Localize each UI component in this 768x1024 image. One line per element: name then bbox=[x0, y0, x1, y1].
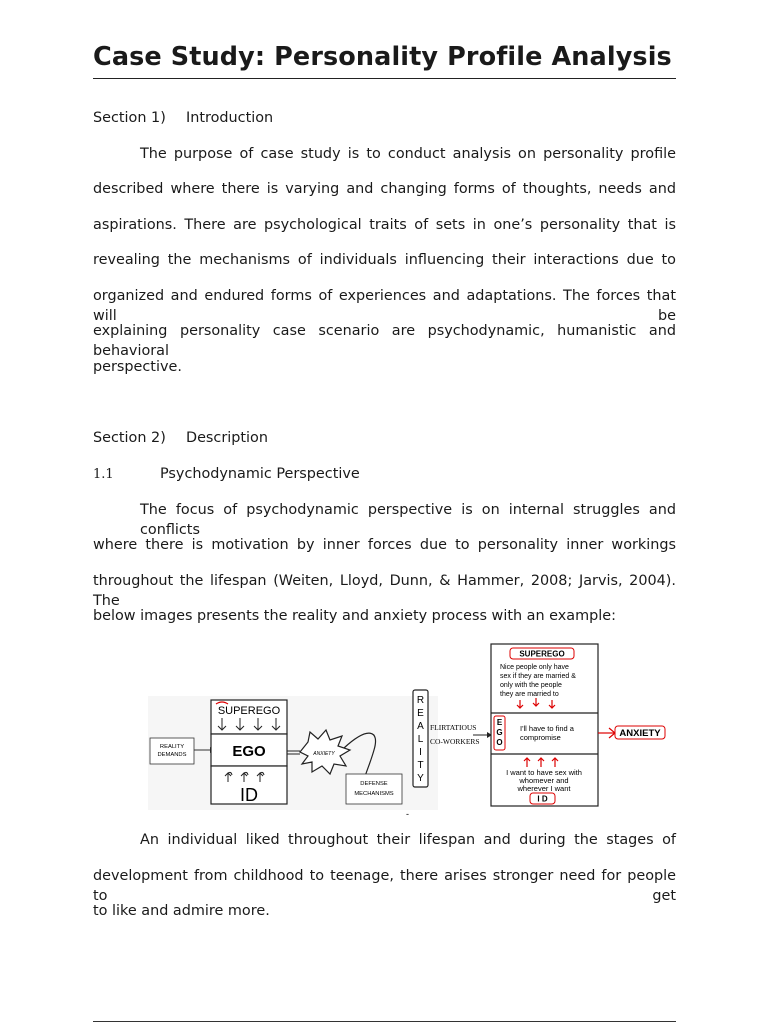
reality-letter: E bbox=[417, 708, 424, 719]
paragraph-line: described where there is varying and changing forms of thoughts, needs and bbox=[93, 181, 676, 197]
superego-text: they are married to bbox=[500, 691, 559, 698]
reality-demands-box bbox=[150, 738, 194, 764]
id-text: wherever I want bbox=[517, 784, 571, 793]
ego-letter: O bbox=[496, 738, 503, 747]
defense-label: DEFENSE bbox=[360, 781, 388, 787]
paragraph-line: perspective. bbox=[93, 359, 182, 375]
diagram-svg bbox=[148, 642, 678, 819]
paragraph-line: organized and endured forms of experiences and adaptations. The forces that will be bbox=[93, 288, 676, 324]
paragraph-line: development from childhood to teenage, there arises stronger need for people to get bbox=[93, 868, 676, 904]
id-text: whomever and bbox=[519, 776, 569, 785]
ego-label: EGO bbox=[232, 743, 266, 760]
ego-letter: G bbox=[496, 728, 503, 737]
coworkers-label: CO-WORKERS bbox=[430, 737, 480, 746]
superego-label: SUPEREGO bbox=[217, 705, 281, 717]
ego-text: compromise bbox=[520, 733, 561, 742]
footer-rule bbox=[93, 1021, 676, 1022]
subsection-number: 1.1 bbox=[93, 467, 114, 482]
paragraph-line: The focus of psychodynamic perspective is on internal struggles and conflicts bbox=[140, 502, 676, 538]
id-text: I want to have sex with bbox=[506, 768, 582, 777]
subsection-label: Psychodynamic Perspective bbox=[160, 466, 360, 482]
reality-letter: T bbox=[417, 760, 424, 771]
reality-letter: I bbox=[419, 747, 422, 758]
superego-tag-label: SUPEREGO bbox=[519, 649, 565, 659]
anxiety-label: ANXIETY bbox=[619, 728, 661, 739]
superego-text: sex if they are married & bbox=[500, 673, 576, 680]
paragraph-line: aspirations. There are psychological traits of sets in one’s personality that is bbox=[93, 217, 676, 233]
section-label: Description bbox=[186, 430, 268, 446]
ego-letter: E bbox=[496, 718, 503, 727]
subsection-heading bbox=[93, 464, 676, 485]
reality-letter: L bbox=[417, 734, 424, 745]
id-label: ID bbox=[240, 785, 258, 805]
defense-label: MECHANISMS bbox=[354, 791, 394, 797]
superego-text: Nice people only have bbox=[500, 664, 569, 671]
section-2-heading bbox=[93, 428, 676, 448]
id-tag-label: I D bbox=[537, 794, 548, 804]
section-1-heading bbox=[93, 108, 676, 128]
paragraph-line: below images presents the reality and anxiety process with an example: bbox=[93, 608, 616, 624]
paragraph-line: to like and admire more. bbox=[93, 903, 270, 919]
figure-caption-dash: - bbox=[406, 809, 409, 819]
reality-letter: Y bbox=[417, 773, 424, 784]
paragraph-line: explaining personality case scenario are psychodynamic, humanistic and behavioral bbox=[93, 323, 676, 359]
section-number: Section 1) bbox=[93, 110, 166, 126]
paragraph-line: throughout the lifespan (Weiten, Lloyd, Dunn, & Hammer, 2008; Jarvis, 2004). The bbox=[93, 573, 676, 609]
coworkers-label: FLIRTATIOUS bbox=[430, 723, 477, 732]
superego-text: only with the people bbox=[500, 682, 562, 689]
reality-demands-label: REALITY bbox=[159, 744, 185, 750]
reality-letter: A bbox=[417, 721, 424, 732]
paragraph-line: An individual liked throughout their lifespan and during the stages of bbox=[140, 832, 676, 848]
paragraph-line: revealing the mechanisms of individuals influencing their interactions due to bbox=[93, 252, 676, 268]
anxiety-burst-label: ANXIETY bbox=[313, 751, 335, 757]
title-underline bbox=[93, 78, 676, 79]
paragraph-line: The purpose of case study is to conduct analysis on personality profile bbox=[140, 146, 676, 162]
section-number: Section 2) bbox=[93, 430, 166, 446]
section-label: Introduction bbox=[186, 110, 274, 126]
ego-text: I'll have to find a bbox=[520, 724, 574, 733]
paragraph-line: where there is motivation by inner forces due to personality inner workings bbox=[93, 537, 676, 553]
defense-mechanisms-box bbox=[346, 774, 402, 804]
reality-anxiety-diagram bbox=[148, 642, 678, 819]
page-title: Case Study: Personality Profile Analysis bbox=[93, 42, 672, 72]
reality-demands-label: DEMANDS bbox=[157, 752, 187, 758]
reality-letters bbox=[417, 695, 424, 784]
reality-letter: R bbox=[416, 695, 425, 706]
